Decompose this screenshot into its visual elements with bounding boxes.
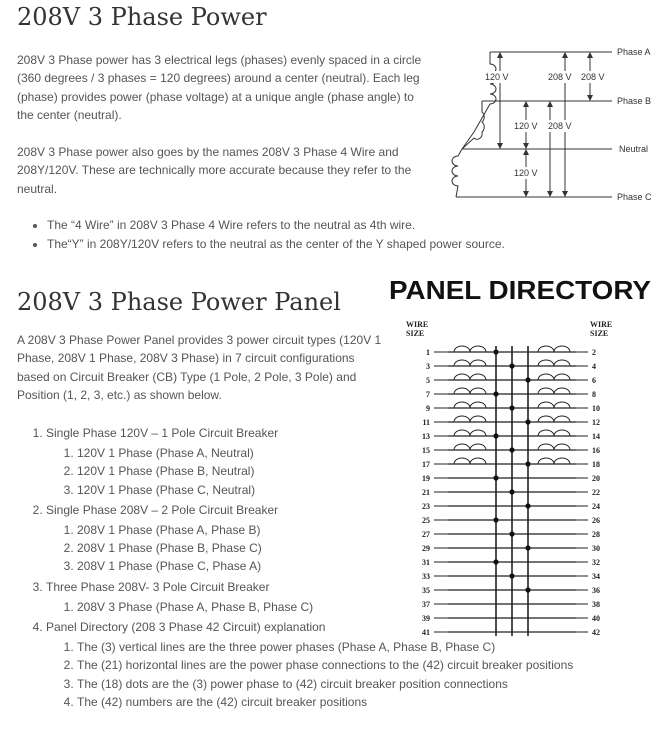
circuit-position-number: 24 [592, 502, 600, 511]
connection-dot [509, 363, 514, 368]
panel-directory-diagram [384, 267, 660, 643]
phase-voltage-diagram [422, 40, 659, 212]
list-item: 3. 120V 1 Phase (Phase C, Neutral) [77, 481, 666, 499]
list-item: 2. 208V 1 Phase (Phase B, Phase C) [77, 539, 666, 557]
circuit-position-number: 28 [592, 530, 600, 539]
breaker-arc [538, 416, 570, 422]
connection-dot [493, 475, 498, 480]
circuit-position-number: 8 [592, 390, 596, 399]
circuit-position-number: 1 [426, 348, 430, 357]
phase-power-description: 208V 3 Phase power has 3 electrical legs (phases) evenly spaced in a circle (360 degrees / 3 phases = 120 degrees) around a center (neutral). Each leg (phase) provides power (phase voltage) at a unique angle (phase angle) to the center (neutral). [17, 53, 422, 122]
voltage-label: 208 V [548, 121, 572, 131]
connection-dot [493, 433, 498, 438]
list-item: 3. The (18) dots are the (3) power phase to (42) circuit breaker position connections [77, 675, 666, 693]
circuit-position-number: 23 [422, 502, 430, 511]
wire-size-label-left: WIRE [406, 320, 429, 329]
voltage-label: 120 V [485, 72, 509, 82]
circuit-position-number: 32 [592, 558, 600, 567]
circuit-position-number: 33 [422, 572, 430, 581]
connection-dot [493, 349, 498, 354]
voltage-label: 208 V [581, 72, 605, 82]
list-item: • The“Y” in 208Y/120V refers to the neutral as the center of the Y shaped power source. [47, 235, 647, 254]
panel-directory-content [422, 346, 600, 637]
list-item-label: Single Phase 208V – 2 Pole Circuit Breaker [46, 502, 279, 517]
breaker-arc [454, 360, 486, 366]
breaker-arc [454, 444, 486, 450]
sub-list [46, 638, 666, 711]
circuit-position-number: 2 [592, 348, 596, 357]
neutral-label: Neutral [619, 144, 649, 154]
phase-c-label: Phase C [617, 192, 652, 202]
list-item: 1. 208V 1 Phase (Phase A, Phase B) [77, 521, 666, 539]
connection-dot [525, 461, 530, 466]
circuit-position-number: 27 [422, 530, 430, 539]
breaker-arc [454, 388, 486, 394]
connection-dot [525, 503, 530, 508]
circuit-position-number: 16 [592, 446, 600, 455]
circuit-position-number: 39 [422, 614, 430, 623]
phase-a-label: Phase A [617, 47, 651, 57]
breaker-arc [538, 374, 570, 380]
wire-size-label-left: SIZE [406, 329, 425, 338]
voltage-label: 208 V [548, 72, 572, 82]
wire-size-label-right: SIZE [590, 329, 609, 338]
circuit-position-number: 5 [426, 376, 430, 385]
voltage-label: 120 V [514, 168, 538, 178]
circuit-position-number: 22 [592, 488, 600, 497]
breaker-arc [454, 402, 486, 408]
breaker-arc [538, 360, 570, 366]
list-item: 4. The (42) numbers are the (42) circuit breaker positions [77, 693, 666, 711]
connection-dot [493, 391, 498, 396]
phase-b-label: Phase B [617, 96, 652, 106]
circuit-position-number: 18 [592, 460, 600, 469]
connection-dot [493, 517, 498, 522]
circuit-position-number: 7 [426, 390, 430, 399]
list-item-label: Panel Directory (208 3 Phase 42 Circuit) explanation [46, 620, 326, 635]
list-item: 2. 120V 1 Phase (Phase B, Neutral) [77, 462, 666, 480]
circuit-position-number: 13 [422, 432, 430, 441]
circuit-position-number: 36 [592, 586, 600, 595]
circuit-position-number: 42 [592, 628, 600, 637]
section-title-208v-3-phase-power: 208V 3 Phase Power [17, 3, 267, 31]
breaker-arc [454, 416, 486, 422]
circuit-position-number: 19 [422, 474, 430, 483]
breaker-arc [538, 430, 570, 436]
connection-dot [525, 545, 530, 550]
circuit-position-number: 6 [592, 376, 596, 385]
naming-notes-list [0, 216, 647, 253]
circuit-position-number: 14 [592, 432, 600, 441]
list-item-label: Single Phase 120V – 1 Pole Circuit Breaker [46, 426, 279, 440]
connection-dot [509, 489, 514, 494]
breaker-arc [538, 402, 570, 408]
phase-power-names: 208V 3 Phase power also goes by the names 208V 3 Phase 4 Wire and 208Y/120V. These are technically more accurate because they refer to the neutral. [17, 145, 412, 196]
panel-description: A 208V 3 Phase Power Panel provides 3 power circuit types (120V 1 Phase, 208V 1 Phase, 208V 3 Phase) in 7 circuit configurations based on Circuit Breaker (CB) Type (1 Pole, 2 Pole, 3 Pole) and Position (1, 2, 3, etc.) as shown below. [17, 333, 382, 402]
circuit-position-number: 3 [426, 362, 430, 371]
connection-dot [509, 531, 514, 536]
circuit-position-number: 29 [422, 544, 430, 553]
list-item: 2. The (21) horizontal lines are the power phase connections to the (42) circuit breaker positions [77, 656, 666, 674]
connection-dot [493, 559, 498, 564]
list-item: 3. 208V 1 Phase (Phase C, Phase A) [77, 557, 666, 575]
connection-dot [525, 419, 530, 424]
list-item: 1. The (3) vertical lines are the three power phases (Phase A, Phase B, Phase C) [77, 638, 666, 656]
connection-dot [525, 587, 530, 592]
circuit-position-number: 12 [592, 418, 600, 427]
circuit-position-number: 35 [422, 586, 430, 595]
circuit-position-number: 17 [422, 460, 430, 469]
circuit-position-number: 34 [592, 572, 600, 581]
circuit-position-number: 41 [422, 628, 430, 637]
circuit-position-number: 31 [422, 558, 430, 567]
panel-directory-title: PANEL DIRECTORY [389, 275, 651, 305]
breaker-arc [538, 444, 570, 450]
breaker-arc [454, 430, 486, 436]
list-item: 1. 120V 1 Phase (Phase A, Neutral) [77, 444, 666, 462]
circuit-position-number: 38 [592, 600, 600, 609]
circuit-position-number: 21 [422, 488, 430, 497]
breaker-arc [454, 374, 486, 380]
list-item-label: Three Phase 208V- 3 Pole Circuit Breaker [46, 579, 270, 594]
circuit-position-number: 26 [592, 516, 600, 525]
section-title-208v-3-phase-power-panel: 208V 3 Phase Power Panel [17, 288, 341, 316]
voltage-label: 120 V [514, 121, 538, 131]
list-item: 1. 208V 3 Phase (Phase A, Phase B, Phase C) [77, 598, 666, 616]
circuit-position-number: 37 [422, 600, 430, 609]
connection-dot [509, 405, 514, 410]
circuit-position-number: 9 [426, 404, 430, 413]
breaker-arc [454, 346, 486, 352]
circuit-position-number: 30 [592, 544, 600, 553]
circuit-position-number: 10 [592, 404, 600, 413]
circuit-position-number: 4 [592, 362, 596, 371]
connection-dot [509, 447, 514, 452]
breaker-arc [538, 388, 570, 394]
circuit-position-number: 40 [592, 614, 600, 623]
connection-dot [525, 377, 530, 382]
breaker-arc [454, 458, 486, 464]
breaker-arc [538, 458, 570, 464]
list-item: • The “4 Wire” in 208V 3 Phase 4 Wire refers to the neutral as 4th wire. [47, 216, 647, 235]
circuit-position-number: 15 [422, 446, 430, 455]
circuit-position-number: 11 [422, 418, 430, 427]
connection-dot [509, 573, 514, 578]
circuit-position-number: 20 [592, 474, 600, 483]
circuit-position-number: 25 [422, 516, 430, 525]
wire-size-label-right: WIRE [590, 320, 613, 329]
breaker-arc [538, 346, 570, 352]
